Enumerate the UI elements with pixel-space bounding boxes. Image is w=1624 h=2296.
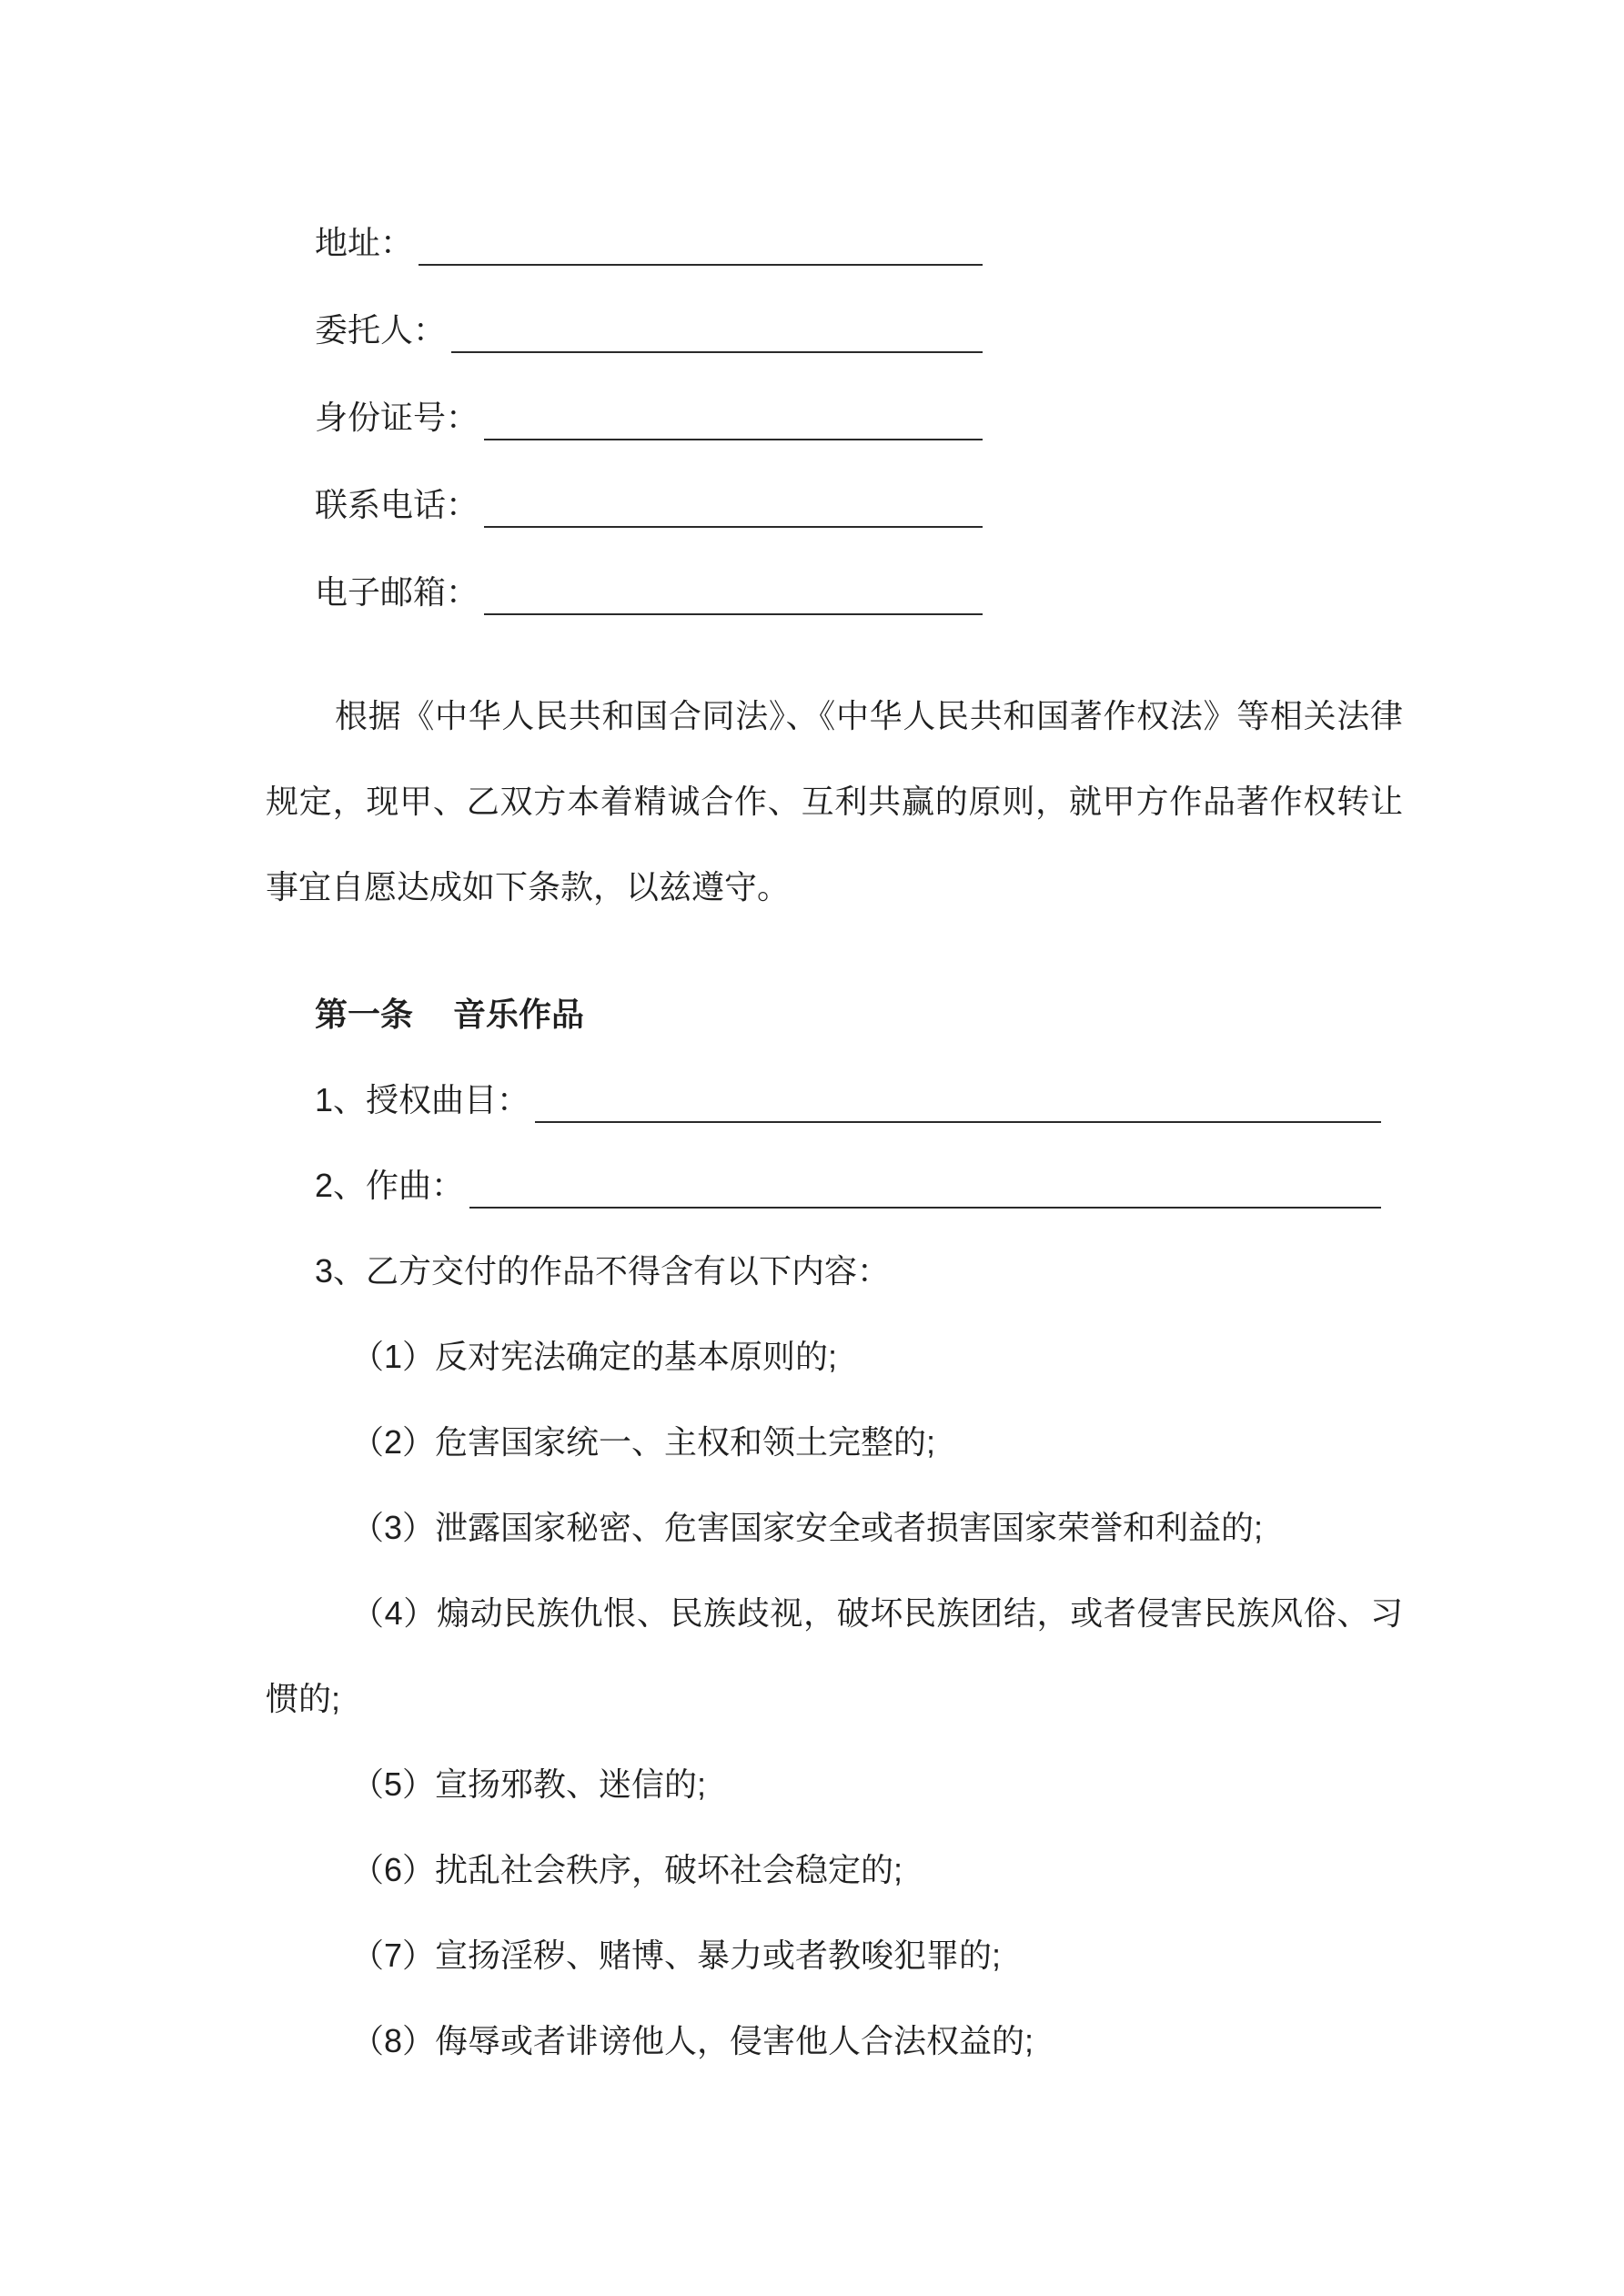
composer-fill-line[interactable] <box>469 1143 1381 1209</box>
clause-2: （2）危害国家统一、主权和领土完整的; <box>351 1423 936 1461</box>
id-number-fill-line[interactable] <box>484 375 983 440</box>
section1-heading <box>315 972 1403 1057</box>
clause-8: （8）侮辱或者诽谤他人，侵害他人合法权益的; <box>351 2022 1034 2059</box>
clause-3: （3）泄露国家秘密、危害国家安全或者损害国家荣誉和利益的; <box>351 1509 1264 1546</box>
form-row-id-number <box>315 375 983 462</box>
clause-6: （6）扰乱社会秩序，破坏社会稳定的; <box>351 1851 903 1888</box>
composer-label: 2、作曲： <box>315 1167 465 1204</box>
party-info-form <box>266 200 1403 637</box>
section1-heading-title: 音乐作品 <box>453 996 585 1033</box>
form-row-address <box>315 200 983 288</box>
phone-label: 联系电话： <box>315 486 479 523</box>
principal-fill-line[interactable] <box>451 288 983 353</box>
authorized-song-label: 1、授权曲目： <box>315 1081 530 1118</box>
item-authorized-song <box>315 1057 1381 1143</box>
phone-fill-line[interactable] <box>484 462 983 528</box>
intro-paragraph: 根据《中华人民共和国合同法》、《中华人民共和国著作权法》等相关法律规定，现甲、乙双方本着精诚合作、互利共赢的原则，就甲方作品著作权转让事宜自愿达成如下条款，以兹遵守。 <box>266 697 1403 905</box>
email-fill-line[interactable] <box>484 550 983 615</box>
id-number-label: 身份证号： <box>315 399 479 436</box>
form-row-email <box>315 550 983 637</box>
item-composer <box>315 1143 1381 1229</box>
clause-7: （7）宣扬淫秽、赌博、暴力或者教唆犯罪的; <box>351 1937 1002 1974</box>
section1-heading-number: 第一条 <box>315 996 414 1033</box>
clause-4: （4）煽动民族仇恨、民族歧视，破坏民族团结，或者侵害民族风俗、习惯的; <box>266 1594 1403 1717</box>
form-row-principal <box>315 288 983 375</box>
principal-label: 委托人： <box>315 311 447 349</box>
form-row-phone <box>315 462 983 550</box>
authorized-song-fill-line[interactable] <box>535 1057 1381 1123</box>
email-label: 电子邮箱： <box>315 573 479 611</box>
item-content-restrictions: 3、乙方交付的作品不得含有以下内容： <box>315 1252 891 1290</box>
address-label: 地址： <box>315 224 414 261</box>
clause-5: （5）宣扬邪教、迷信的; <box>351 1765 707 1803</box>
address-fill-line[interactable] <box>419 200 983 266</box>
clause-1: （1）反对宪法确定的基本原则的; <box>351 1338 838 1375</box>
